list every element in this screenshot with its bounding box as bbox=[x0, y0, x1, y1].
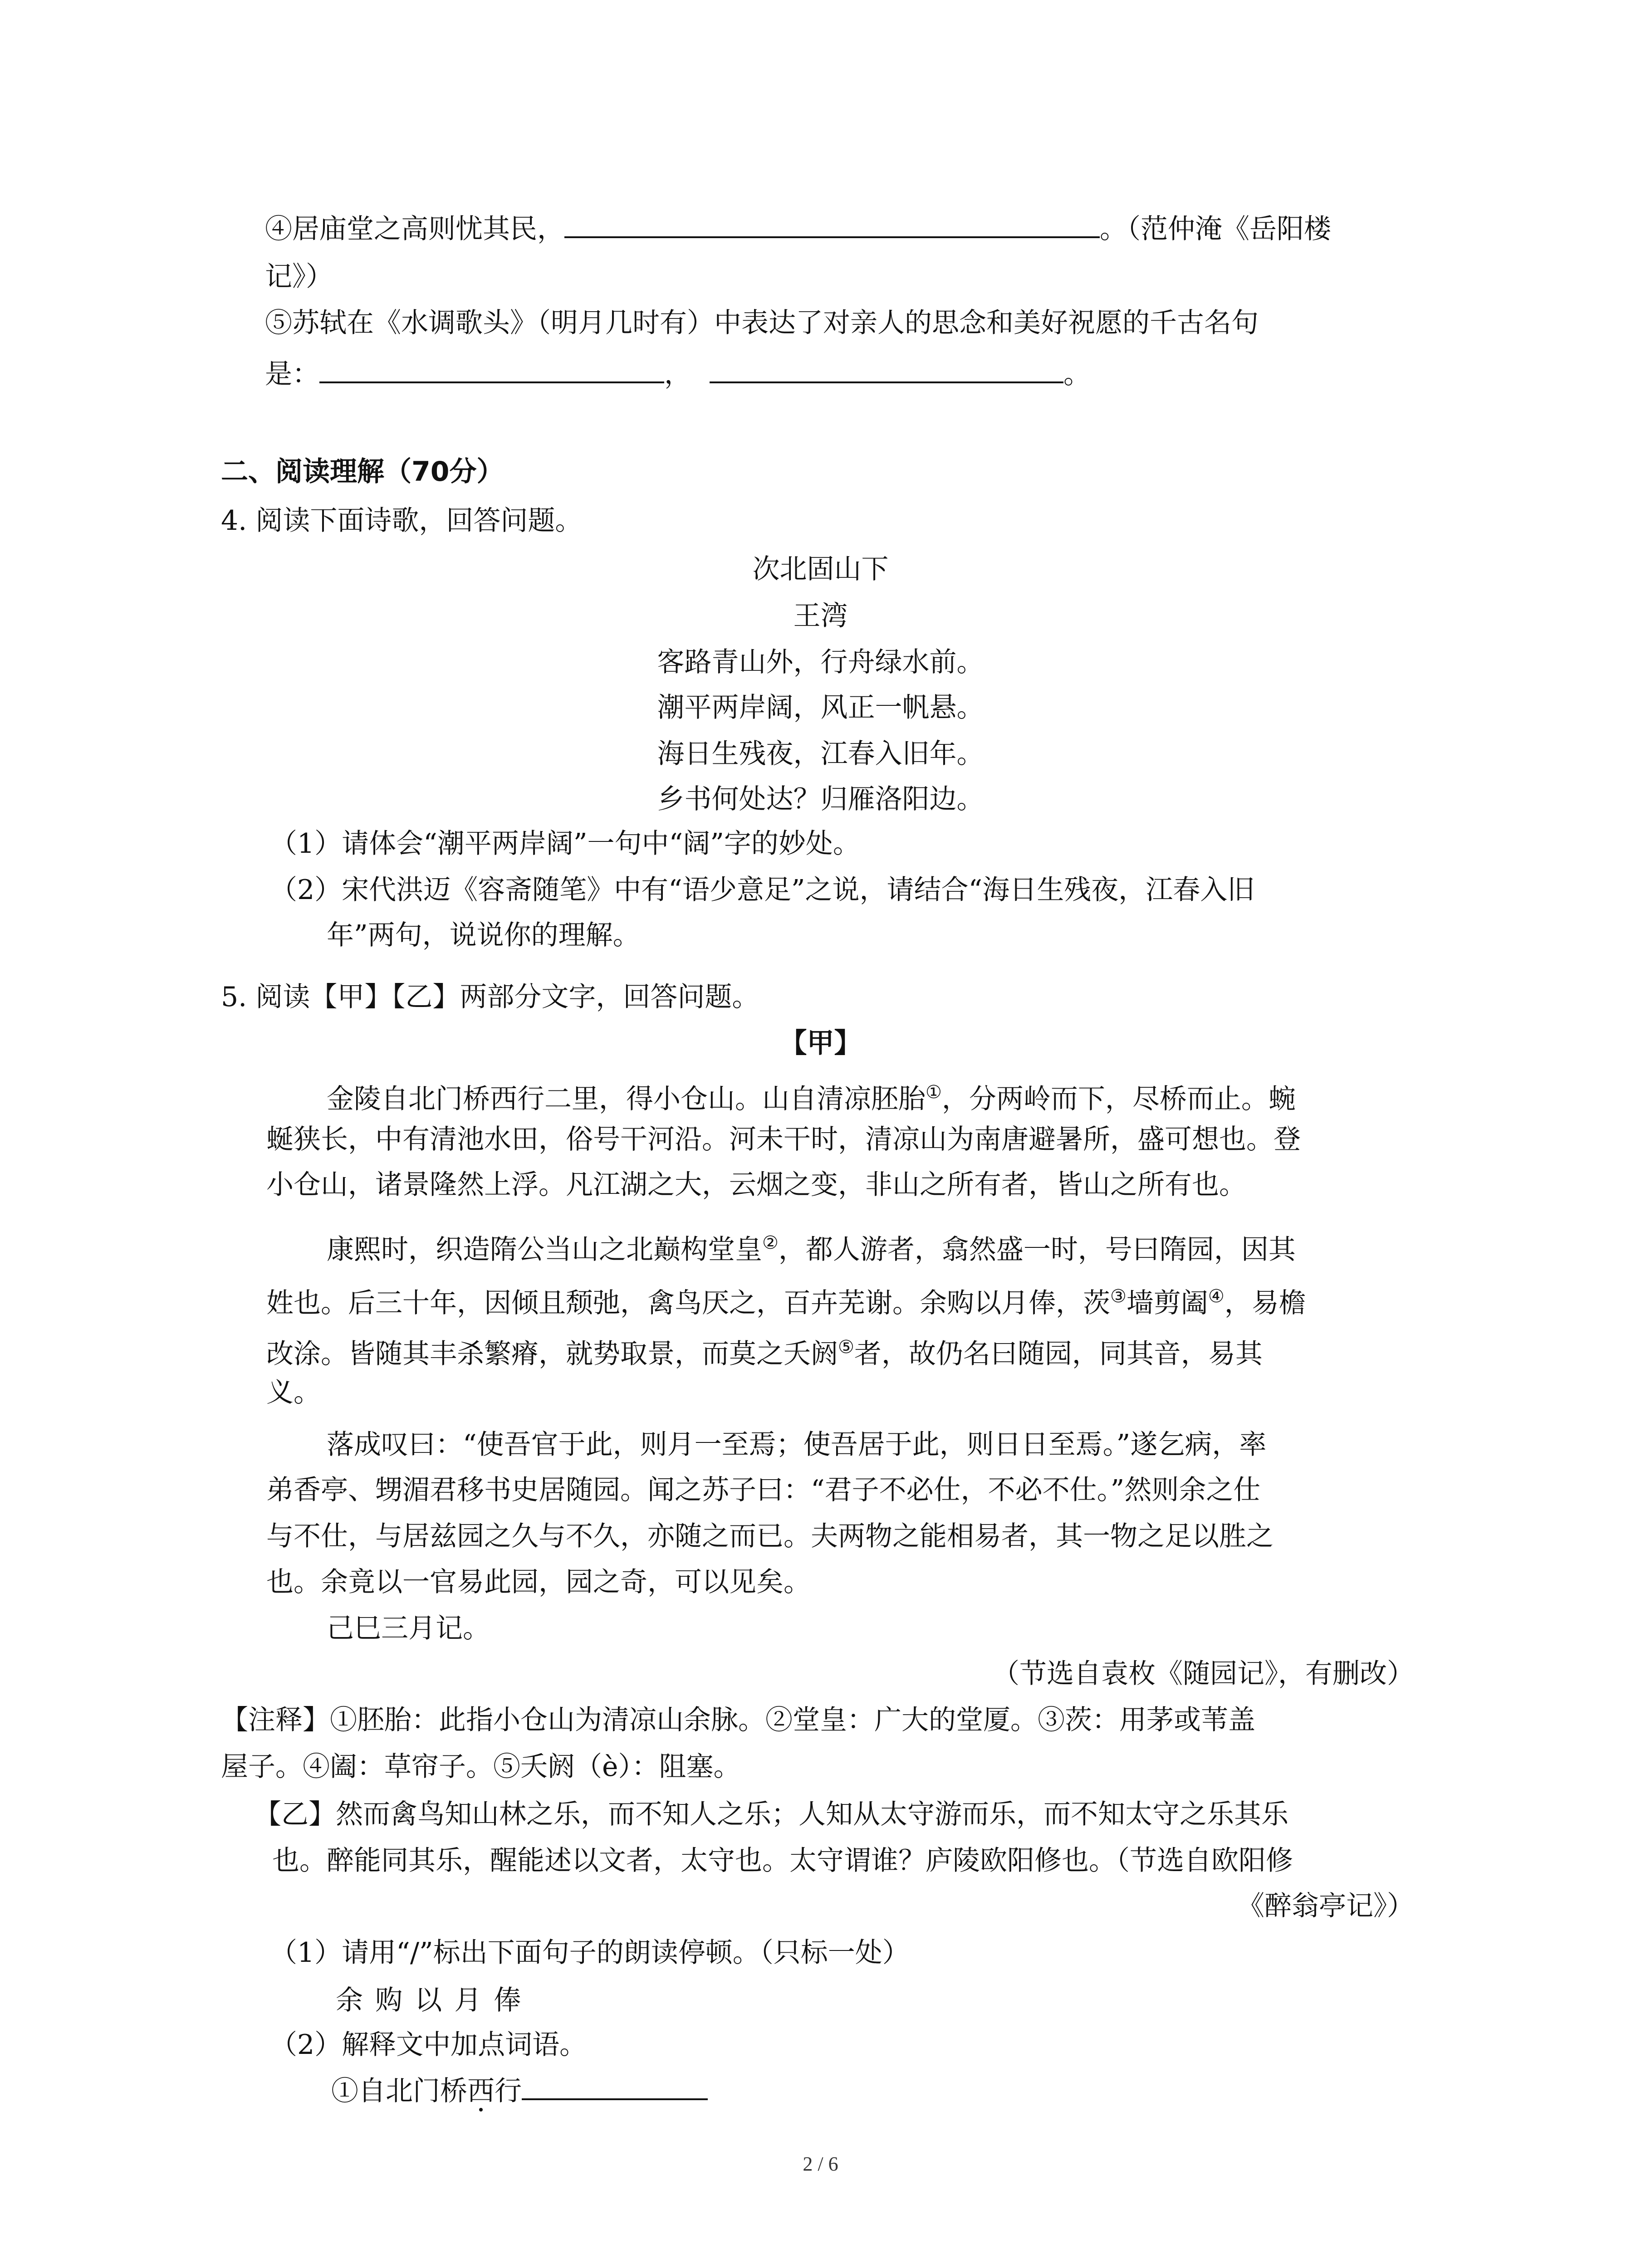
item4-text: ④居庙堂之高则忧其民， bbox=[265, 213, 564, 245]
passage-line bbox=[266, 1278, 1306, 1321]
poem-title: 次北固山下 bbox=[752, 553, 889, 585]
passage-line: 小仓山，诸景隆然上浮。凡江湖之大，云烟之变，非山之所有者，皆山之所有也。 bbox=[266, 1169, 1246, 1201]
footnote-marker: ④ bbox=[1208, 1286, 1225, 1307]
text: 姓也。后三十年，因倾且颓弛，禽鸟厌之，百卉芜谢。余购以月俸，茨 bbox=[266, 1287, 1110, 1319]
question-4-sub2: （2）宋代洪迈《容斋随笔》中有“语少意足”之说，请结合“海日生残夜，江春入旧 bbox=[270, 874, 1255, 906]
item4-source: 。（范仲淹《岳阳楼 bbox=[1100, 213, 1331, 245]
passage-line bbox=[266, 1329, 1263, 1372]
dotted-word: 西 bbox=[467, 2075, 495, 2107]
text: ，都人游者，翕然盛一时，号曰隋园，因其 bbox=[778, 1234, 1296, 1266]
question-5-sub2-item1 bbox=[331, 2073, 708, 2109]
question-5-sub1: （1）请用“/”标出下面句子的朗读停顿。（只标一处） bbox=[270, 1937, 910, 1969]
passage-jia-title: 【甲】 bbox=[779, 1027, 862, 1059]
footnote-marker: ③ bbox=[1110, 1286, 1127, 1307]
passage-line bbox=[327, 1225, 1296, 1268]
footnote-marker: ② bbox=[762, 1232, 779, 1253]
question-4-sub1: （1）请体会“潮平两岸阔”一句中“阔”字的妙处。 bbox=[270, 828, 860, 860]
answer-blank[interactable] bbox=[522, 2075, 708, 2100]
passage-yi: 【乙】然而禽鸟知山林之乐，而不知人之乐；人知从太守游而乐，而不知太守之乐其乐 bbox=[254, 1799, 1288, 1830]
question-3-item-5: ⑤苏轼在《水调歌头》（明月几时有）中表达了对亲人的思念和美好祝愿的千古名句 bbox=[265, 307, 1259, 339]
answer-blank[interactable] bbox=[710, 358, 1063, 383]
poem-line: 乡书何处达？归雁洛阳边。 bbox=[657, 783, 984, 815]
item5-answer-line bbox=[265, 356, 1091, 392]
poem-author: 王湾 bbox=[793, 600, 848, 632]
pause-sentence: 余 购 以 月 俸 bbox=[336, 1984, 523, 2016]
text: 者，故仍名曰随园，同其音，易其 bbox=[854, 1338, 1263, 1370]
passage-yi-source: 《醉翁亭记》） bbox=[1237, 1890, 1414, 1922]
page-number: 2 / 6 bbox=[803, 2153, 838, 2175]
section-title: 二、阅读理解（70分） bbox=[221, 456, 504, 488]
passage-source: （节选自袁枚《随园记》，有删改） bbox=[992, 1658, 1414, 1690]
poem-line: 海日生残夜，江春入旧年。 bbox=[657, 738, 984, 770]
text: ，分两岭而下，尽桥而止。蜿 bbox=[941, 1083, 1296, 1115]
item5-comma: ， bbox=[664, 358, 691, 390]
notes: 【注释】①胚胎：此指小仓山为清凉山余脉。②堂皇：广大的堂厦。③茨：用茅或苇盖 bbox=[221, 1704, 1255, 1736]
passage-line: 弟香亭、甥湄君移书史居随园。闻之苏子曰：“君子不必仕，不必不仕。”然则余之仕 bbox=[266, 1474, 1261, 1506]
question-4-stem: 4. 阅读下面诗歌，回答问题。 bbox=[221, 505, 583, 537]
text: 康熙时，织造隋公当山之北巅构堂皇 bbox=[327, 1234, 762, 1266]
passage-line: 蜒狭长，中有清池水田，俗号干河沿。河未干时，清凉山为南唐避暑所，盛可想也。登 bbox=[266, 1124, 1301, 1155]
question-4-sub2-cont: 年”两句，说说你的理解。 bbox=[327, 919, 640, 951]
answer-blank[interactable] bbox=[564, 213, 1100, 238]
question-3-item-4 bbox=[265, 211, 1331, 247]
poem-line: 潮平两岸阔，风正一帆悬。 bbox=[657, 692, 984, 723]
passage-line: 义。 bbox=[266, 1377, 321, 1408]
passage-line: 也。余竟以一官易此园，园之奇，可以见矣。 bbox=[266, 1566, 811, 1598]
text: ①自北门桥 bbox=[331, 2075, 467, 2107]
footnote-marker: ① bbox=[926, 1082, 942, 1103]
passage-line bbox=[327, 1074, 1296, 1117]
notes-cont: 屋子。④阖：草帘子。⑤夭阏（è）：阻塞。 bbox=[221, 1751, 741, 1783]
text: 改涂。皆随其丰杀繁瘠，就势取景，而莫之夭阏 bbox=[266, 1338, 838, 1370]
question-5-stem: 5. 阅读【甲】【乙】两部分文字，回答问题。 bbox=[221, 981, 759, 1013]
text: ，易檐 bbox=[1224, 1287, 1306, 1319]
item5-prefix: 是： bbox=[265, 358, 319, 390]
text: 墙剪阖 bbox=[1126, 1287, 1208, 1319]
item4-source-cont: 记》） bbox=[265, 261, 333, 293]
poem-line: 客路青山外，行舟绿水前。 bbox=[657, 646, 984, 678]
passage-line: 与不仕，与居兹园之久与不久，亦随之而已。夫两物之能相易者，其一物之足以胜之 bbox=[266, 1520, 1274, 1552]
text: 行 bbox=[495, 2075, 522, 2107]
passage-yi-cont: 也。醉能同其乐，醒能述以文者，太守也。太守谓谁？庐陵欧阳修也。（节选自欧阳修 bbox=[272, 1845, 1293, 1877]
question-5-sub2: （2）解释文中加点词语。 bbox=[270, 2029, 587, 2061]
passage-date: 己巳三月记。 bbox=[327, 1613, 490, 1644]
text: 金陵自北门桥西行二里，得小仓山。山自清凉胚胎 bbox=[327, 1083, 926, 1115]
item5-end: 。 bbox=[1063, 358, 1091, 390]
footnote-marker: ⑤ bbox=[838, 1337, 854, 1358]
answer-blank[interactable] bbox=[319, 358, 664, 383]
passage-line: 落成叹曰：“使吾官于此，则月一至焉；使吾居于此，则日日至焉。”遂乞病，率 bbox=[327, 1429, 1267, 1461]
